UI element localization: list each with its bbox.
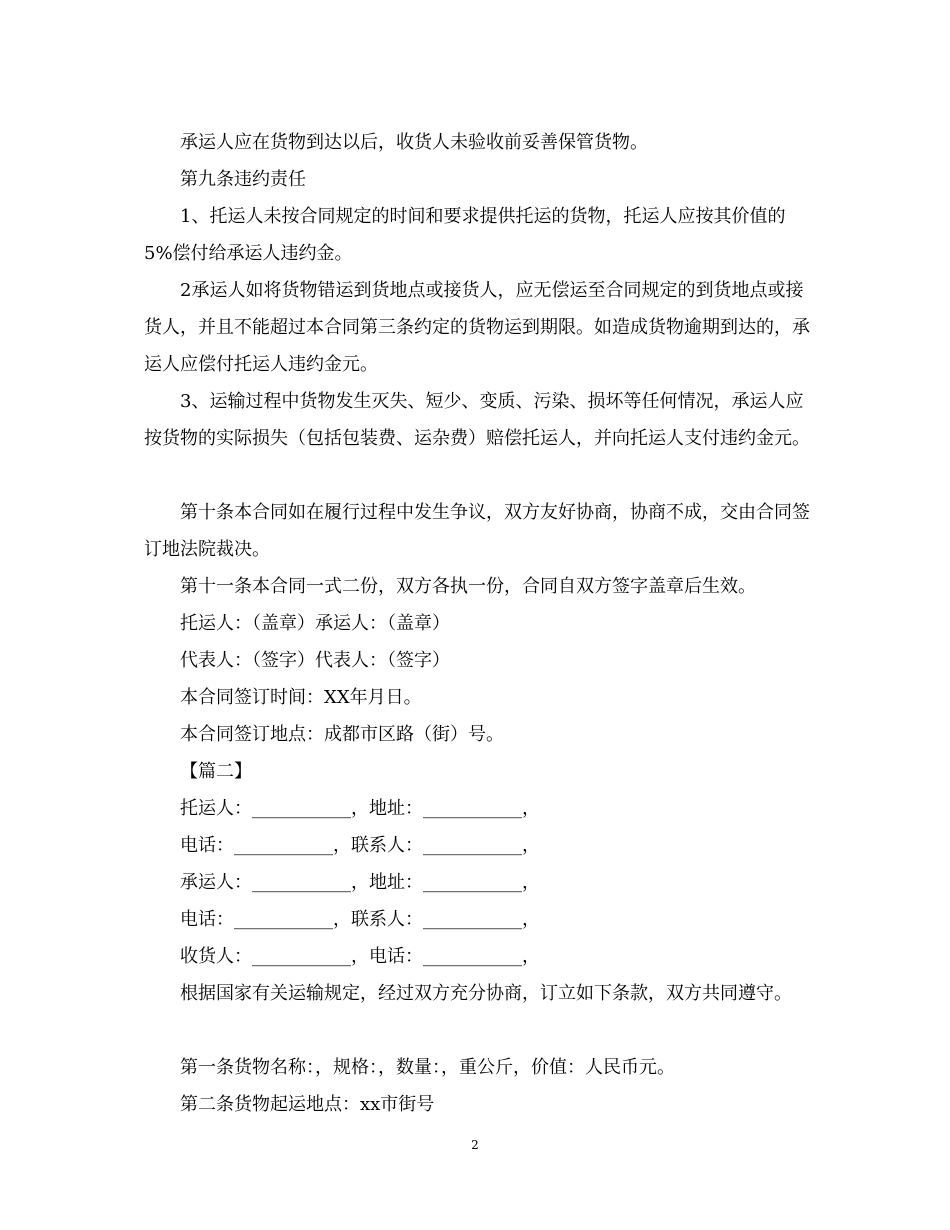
paragraph-article-9-item-3: 3、运输过程中货物发生灭失、短少、变质、污染、损坏等任何情况，承运人应按货物的实际损失（包括包装费、运杂费）赔偿托运人，并向托运人支付违约金元。 [144, 391, 810, 449]
signing-place-line: 本合同签订地点：成都市区路（街）号。 [180, 724, 504, 745]
form-line-consignee: 收货人：___________，电话：___________， [180, 946, 540, 967]
paragraph-agreement-basis: 根据国家有关运输规定，经过双方充分协商，订立如下条款，双方共同遵守。 [180, 983, 792, 1004]
paragraph-article-1-goods: 第一条货物名称：，规格：，数量：，重公斤，价值：人民币元。 [180, 1057, 675, 1078]
signing-date-line: 本合同签订时间：XX年月日。 [180, 687, 422, 708]
heading-article-9: 第九条违约责任 [180, 169, 306, 190]
section-heading-part-two: 【篇二】 [180, 761, 252, 782]
signature-representative-line: 代表人：（签字）代表人：（签字） [180, 650, 450, 671]
paragraph-article-11: 第十一条本合同一式二份，双方各执一份，合同自双方签字盖章后生效。 [180, 576, 756, 597]
paragraph-article-9-item-1: 1、托运人未按合同规定的时间和要求提供托运的货物，托运人应按其价值的5%偿付给承运人违约金。 [144, 206, 786, 264]
form-line-carrier-contact: 电话：___________，联系人：___________， [180, 909, 540, 930]
paragraph-article-2-origin: 第二条货物起运地点：xx市街号 [180, 1094, 435, 1115]
page-number: 2 [471, 1138, 479, 1152]
form-line-carrier: 承运人：___________，地址：___________， [180, 872, 540, 893]
paragraph-carrier-storage: 承运人应在货物到达以后，收货人未验收前妥善保管货物。 [180, 132, 648, 153]
paragraph-article-9-item-2: 2承运人如将货物错运到货地点或接货人，应无偿运至合同规定的到货地点或接货人，并且不能超过本合同第三条约定的货物运到期限。如造成货物逾期到达的，承运人应偿付托运人违约金元。 [144, 280, 810, 375]
form-line-shipper-contact: 电话：___________，联系人：___________， [180, 835, 540, 856]
paragraph-article-10: 第十条本合同如在履行过程中发生争议，双方友好协商，协商不成，交由合同签订地法院裁决。 [144, 502, 810, 560]
signature-seal-line: 托运人：（盖章）承运人：（盖章） [180, 613, 450, 634]
form-line-shipper: 托运人：___________，地址：___________， [180, 798, 540, 819]
